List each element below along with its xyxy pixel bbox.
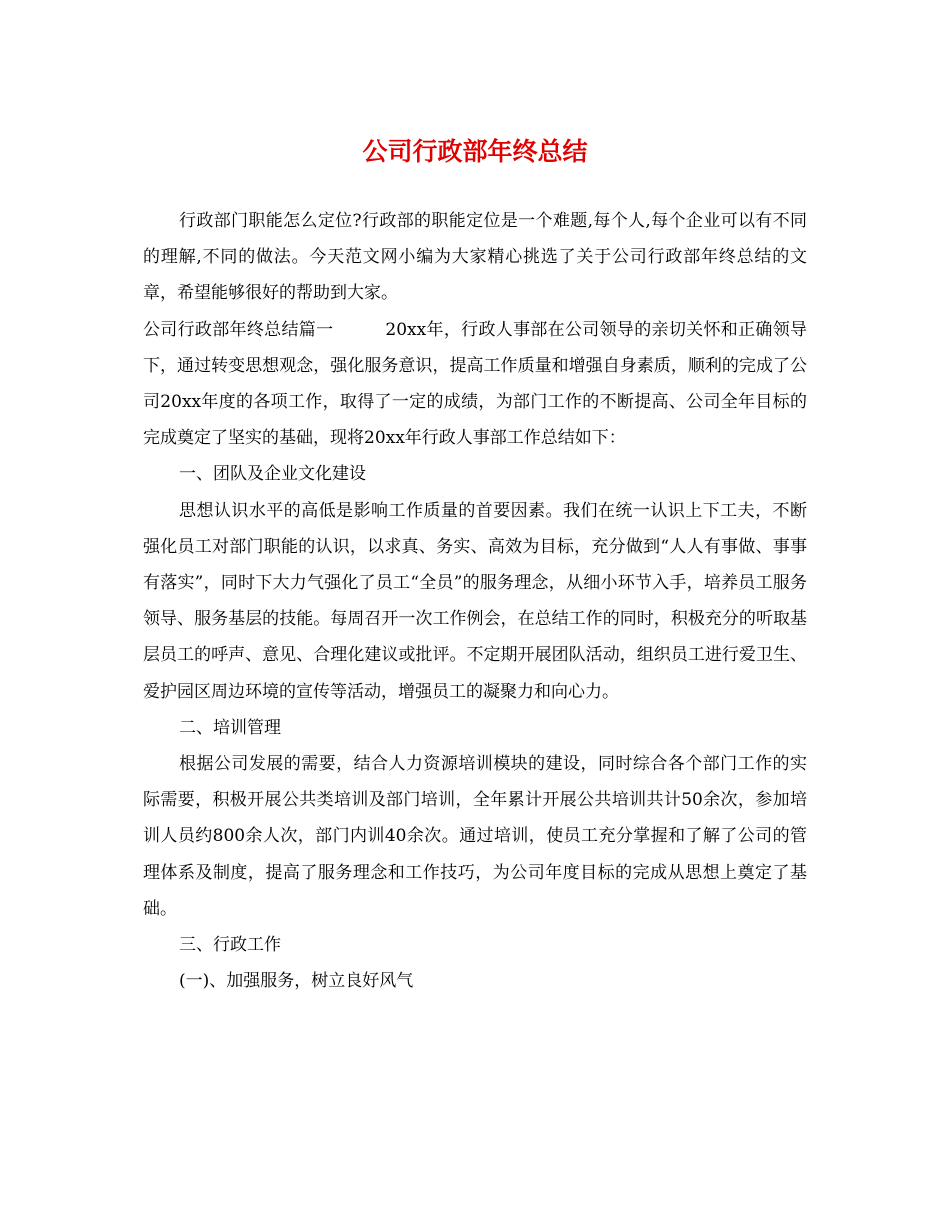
section-body-2: 根据公司发展的需要，结合人力资源培训模块的建设，同时综合各个部门工作的实际需要，积极开展公共类培训及部门培训，全年累计开展公共培训共计50余次，参加培训人员约800余人次，部门内训40余次。通过培训，使员工充分掌握和了解了公司的管理体系及制度，提高了服务理念和工作技巧，为公司年度目标的完成从思想上奠定了基础。	[143, 754, 807, 919]
subsection-heading-3-1: (一)、加强服务，树立良好风气	[179, 971, 414, 992]
section-heading-2: 二、培训管理	[179, 717, 281, 738]
section-body-1: 思想认识水平的高低是影响工作质量的首要因素。我们在统一认识上下工夫，不断强化员工对部门职能的认识，以求真、务实、高效为目标，充分做到“人人有事做、事事有落实”，同时下大力气强化了员工“全员”的服务理念，从细小环节入手，培养员工服务领导、服务基层的技能。每周召开一次工作例会，在总结工作的同时，积极充分的听取基层员工的呼声、意见、合理化建议或批评。不定期开展团队活动，组织员工进行爱卫生、爱护园区周边环境的宣传等活动，增强员工的凝聚力和向心力。	[143, 500, 807, 702]
section-heading-1: 一、团队及企业文化建设	[179, 464, 366, 485]
section-heading-3: 三、行政工作	[179, 935, 281, 956]
article-label: 公司行政部年终总结篇一	[143, 319, 334, 340]
article-first-paragraph	[143, 312, 807, 457]
document-title: 公司行政部年终总结	[362, 137, 588, 166]
intro-paragraph: 行政部门职能怎么定位?行政部的职能定位是一个难题,每个人,每个企业可以有不同的理解,不同的做法。今天范文网小编为大家精心挑选了关于公司行政部年终总结的文章，希望能够很好的帮助到大家。	[143, 211, 807, 304]
article-first-text: 20xx年，行政人事部在公司领导的亲切关怀和正确领导下，通过转变思想观念，强化服务意识，提高工作质量和增强自身素质，顺利的完成了公司20xx年度的各项工作，取得了一定的成绩，为部门工作的不断提高、公司全年目标的完成奠定了坚实的基础，现将20xx年行政人事部工作总结如下：	[143, 319, 808, 449]
document-body	[143, 203, 807, 999]
